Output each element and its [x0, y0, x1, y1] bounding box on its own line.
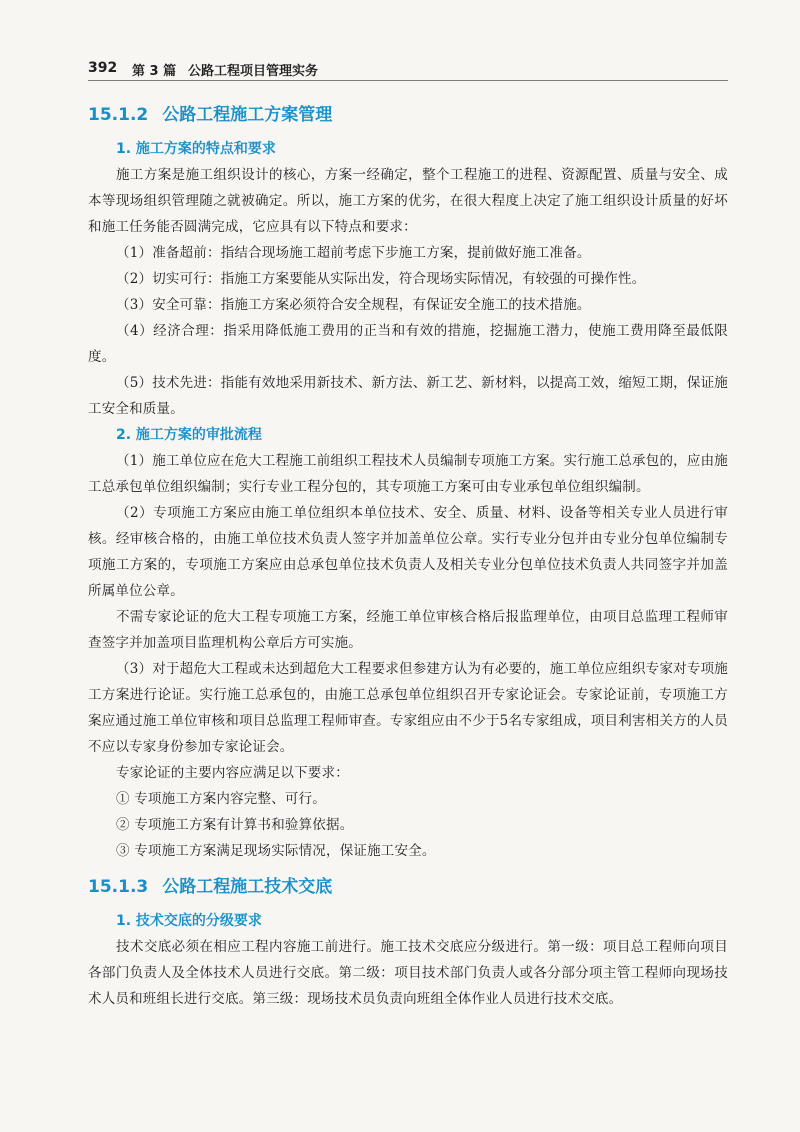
section-heading — [88, 102, 728, 128]
list-item: （4）经济合理：指采用降低施工费用的正当和有效的措施，挖掘施工潜力，使施工费用降至最低限度。 — [88, 323, 728, 365]
section-title: 公路工程施工方案管理 — [162, 105, 333, 125]
header-divider — [88, 80, 728, 81]
section-number: 15.1.2 — [88, 105, 149, 125]
part-label: 第 3 篇 — [132, 64, 177, 79]
running-header — [88, 58, 728, 80]
subsection-heading: 2. 施工方案的审批流程 — [116, 427, 262, 443]
list-item: ③ 专项施工方案满足现场实际情况，保证施工安全。 — [116, 843, 436, 859]
list-item: （2）专项施工方案应由施工单位组织本单位技术、安全、质量、材料、设备等相关专业人员进行审核。经审核合格的，由施工单位技术负责人签字并加盖单位公章。实行专业分包并由专业分包单位编制专项施工方案的，专项施工方案应由总承包单位技术负责人及相关专业分包单位技术负责人共同签字并加盖所属单位公章。 — [88, 505, 728, 599]
list-item: ① 专项施工方案内容完整、可行。 — [116, 791, 326, 807]
paragraph: 施工方案是施工组织设计的核心，方案一经确定，整个工程施工的进程、资源配置、质量与安全、成本等现场组织管理随之就被确定。所以，施工方案的优劣，在很大程度上决定了施工组织设计质量的好坏和施工任务能否圆满完成，它应具有以下特点和要求： — [88, 167, 728, 235]
subsection-heading: 1. 施工方案的特点和要求 — [116, 141, 276, 157]
section-number: 15.1.3 — [88, 877, 149, 897]
list-item: （1）施工单位应在危大工程施工前组织工程技术人员编制专项施工方案。实行施工总承包的，应由施工总承包单位组织编制；实行专业工程分包的，其专项施工方案可由专业承包单位组织编制。 — [88, 453, 728, 495]
subsection-heading: 1. 技术交底的分级要求 — [116, 913, 262, 929]
list-item: （3）对于超危大工程或未达到超危大工程要求但参建方认为有必要的，施工单位应组织专家对专项施工方案进行论证。实行施工总承包的，由施工总承包单位组织召开专家论证会。专家论证前，专项施工方案应通过施工单位审核和项目总监理工程师审查。专家组应由不少于5名专家组成，项目利害相关方的人员不应以专家身份参加专家论证会。 — [88, 661, 728, 755]
list-item: （1）准备超前：指结合现场施工超前考虑下步施工方案，提前做好施工准备。 — [116, 245, 591, 261]
list-item: ② 专项施工方案有计算书和验算依据。 — [116, 817, 354, 833]
section-title: 公路工程施工技术交底 — [162, 877, 333, 897]
page-number: 392 — [88, 60, 118, 76]
paragraph: 专家论证的主要内容应满足以下要求： — [116, 765, 349, 781]
list-item: （5）技术先进：指能有效地采用新技术、新方法、新工艺、新材料，以提高工效，缩短工期，保证施工安全和质量。 — [88, 375, 728, 417]
paragraph: 不需专家论证的危大工程专项施工方案，经施工单位审核合格后报监理单位，由项目总监理工程师审查签字并加盖项目监理机构公章后方可实施。 — [88, 609, 728, 651]
paragraph: 技术交底必须在相应工程内容施工前进行。施工技术交底应分级进行。第一级：项目总工程师向项目各部门负责人及全体技术人员进行交底。第二级：项目技术部门负责人或各分部分项主管工程师向现场技术人员和班组长进行交底。第三级：现场技术员负责向班组全体作业人员进行技术交底。 — [88, 939, 728, 1007]
section-heading — [88, 874, 728, 900]
list-item: （3）安全可靠：指施工方案必须符合安全规程，有保证安全施工的技术措施。 — [116, 297, 591, 313]
part-title: 公路工程项目管理实务 — [188, 64, 319, 79]
list-item: （2）切实可行：指施工方案要能从实际出发，符合现场实际情况，有较强的可操作性。 — [116, 271, 646, 287]
page-body — [88, 96, 728, 1012]
